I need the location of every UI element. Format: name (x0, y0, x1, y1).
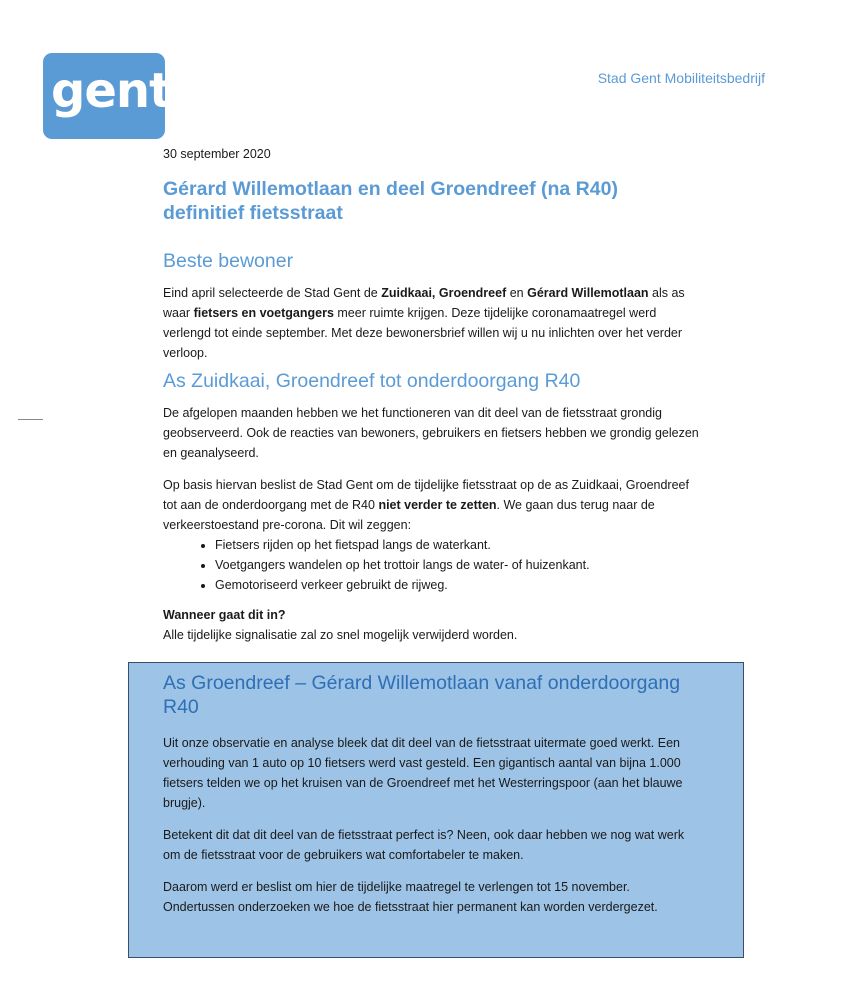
section1-paragraph-1: De afgelopen maanden hebben we het functioneren van dit deel van de fietsstraat grondig geobserveerd. Ook de reacties van bewoners, gebruikers en fietsers hebben we grondig gelezen en geanalyseerd. (163, 406, 699, 460)
section2-paragraph-1: Uit onze observatie en analyse bleek dat dit deel van de fietsstraat uitermate goed werkt. Een verhouding van 1 auto op 10 fietsers werd vast gesteld. Een gigantisch aantal van bijna 1.000 fietsers telden we op het kruisen van de Groendreef met het Westerringspoor (aan het blauwe brugje). (163, 736, 683, 810)
section2-paragraph-2: Betekent dit dat dit deel van de fietsstraat perfect is? Neen, ook daar hebben we nog wat werk om de fietsstraat voor de gebruikers wat comfortabeler te maken. (163, 828, 685, 862)
greeting-heading: Beste bewoner (163, 250, 294, 272)
list-item: • Gemotoriseerd verkeer gebruikt de rijweg. (215, 575, 703, 595)
organization-name: Stad Gent Mobiliteitsbedrijf (597, 70, 765, 86)
margin-mark (18, 419, 43, 420)
logo-text: gent: (51, 63, 190, 119)
intro-paragraph: Eind april selecteerde de Stad Gent de Zuidkaai, Groendreef en Gérard Willemotlaan als as waar fietsers en voetgangers meer ruimte krijgen. Deze tijdelijke coronamaatregel werd verlengd tot einde september. Met deze bewonersbrief willen wij u nu inlichten over het verder verloop. (163, 286, 685, 360)
rules-list (163, 535, 703, 595)
gent-logo (43, 53, 190, 139)
section1-paragraph-2: Op basis hiervan beslist de Stad Gent om de tijdelijke fietsstraat op de as Zuidkaai, Groendreef tot aan de onderdoorgang met de R40 niet verder te zetten. We gaan dus terug naar de verkeerstoestand pre-corona. Dit wil zeggen: (163, 478, 689, 532)
letter-date: 30 september 2020 (163, 147, 271, 161)
when-paragraph (163, 605, 703, 645)
section1-heading: As Zuidkaai, Groendreef tot onderdoorgang R40 (163, 370, 581, 392)
section2-box (128, 662, 744, 958)
letter-title: Gérard Willemotlaan en deel Groendreef (na R40) definitief fietsstraat (163, 178, 618, 224)
letter-body (163, 147, 703, 657)
list-item: • Fietsers rijden op het fietspad langs de waterkant. (215, 535, 703, 555)
section2-paragraph-3: Daarom werd er beslist om hier de tijdelijke maatregel te verlengen tot 15 november. Ondertussen onderzoeken we hoe de fietsstraat hier permanent kan worden verdergezet. (163, 880, 658, 914)
when-heading: Wanneer gaat dit in? (163, 608, 286, 622)
section2-heading: As Groendreef – Gérard Willemotlaan vanaf onderdoorgang R40 (163, 672, 681, 718)
list-item: • Voetgangers wandelen op het trottoir langs de water- of huizenkant. (215, 555, 703, 575)
when-text: Alle tijdelijke signalisatie zal zo snel mogelijk verwijderd worden. (163, 628, 518, 642)
